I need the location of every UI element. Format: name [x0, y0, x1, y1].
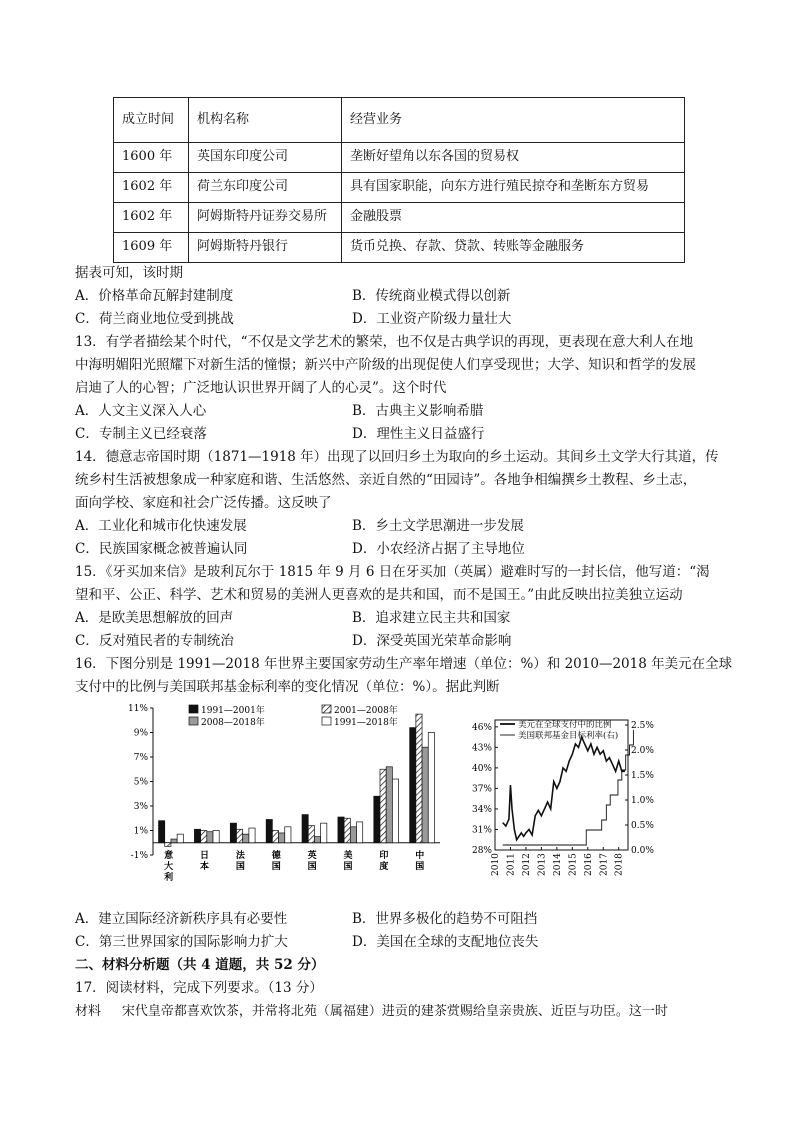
bar-category-label: 意大利	[164, 850, 174, 883]
q13-option-d[interactable]: D．理性主义日益盛行	[352, 426, 485, 442]
bar-y-tick-label: 1%	[133, 826, 148, 837]
q14-line-3: 面向学校、家庭和社会广泛传播。这反映了	[75, 495, 332, 511]
bar-mark	[243, 834, 249, 843]
q14-option-c[interactable]: C．民族国家概念被普遍认同	[75, 541, 248, 557]
bar-mark	[422, 747, 428, 843]
fed-rate-line	[503, 730, 634, 845]
legend-swatch	[322, 717, 331, 725]
table-cell: 1602 年	[114, 173, 189, 203]
table-cell: 荷兰东印度公司	[189, 173, 342, 203]
q16-option-c[interactable]: C．第三世界国家的国际影响力扩大	[75, 934, 288, 950]
bar-category-label: 德国	[271, 850, 281, 872]
q16-option-a[interactable]: A．建立国际经济新秩序具有必要性	[75, 911, 288, 927]
table-cell: 货币兑换、存款、贷款、转账等金融服务	[342, 233, 685, 263]
bar-mark	[236, 829, 242, 842]
table-cell: 英国东印度公司	[189, 143, 342, 173]
table-row	[114, 203, 685, 233]
bar-mark	[386, 767, 392, 843]
bar-mark	[201, 831, 207, 843]
legend-label: 2001—2008年	[334, 706, 398, 716]
q15-line-1: 15．《牙买加来信》是玻利瓦尔于 1815 年 9 月 6 日在牙买加（英属）避难时写的一封长信，他写道：“渴	[75, 564, 710, 580]
bar-mark	[321, 823, 327, 843]
bar-mark	[314, 837, 320, 843]
line-chart-legend	[500, 719, 618, 741]
line-legend-label: 美元在全球支付中的比例	[518, 720, 612, 730]
bar-mark	[357, 822, 363, 843]
q12-option-b[interactable]: B．传统商业模式得以创新	[352, 288, 511, 304]
line-left-tick-label: 28%	[471, 846, 492, 856]
bar-y-tick-label: 7%	[133, 753, 148, 763]
q13-line-2: 中海明媚阳光照耀下对新生活的憧憬；新兴中产阶级的出现促使人们享受现世；大学、知识和哲学的发展	[75, 357, 696, 373]
q15-line-2: 望和平、公正、科学、艺术和贸易的美洲人更喜欢的是共和国，而不是国王。”由此反映出拉美独立运动	[75, 587, 683, 603]
bar-mark	[302, 815, 308, 843]
q15-option-c[interactable]: C．反对殖民者的专制统治	[75, 633, 234, 649]
q12-stem: 据表可知，该时期	[75, 265, 183, 281]
legend-label: 2008—2018年	[201, 718, 265, 728]
line-right-tick-label: 0.0%	[631, 846, 654, 856]
table-row	[114, 143, 685, 173]
table-header-cell: 机构名称	[189, 98, 342, 143]
table-header-cell: 成立时间	[114, 98, 189, 143]
line-right-tick-label: 1.0%	[631, 796, 654, 806]
bar-y-tick-label: 3%	[133, 802, 148, 812]
bar-y-tick-label: 11%	[127, 704, 148, 714]
dollar-share-line	[503, 737, 625, 840]
table-row	[114, 233, 685, 263]
q17-line-1: 17．阅读材料，完成下列要求。（13 分）	[75, 980, 323, 996]
legend-swatch	[322, 705, 331, 713]
bar-mark	[285, 827, 291, 843]
line-x-tick-label: 2016	[583, 853, 594, 876]
line-left-tick-label: 34%	[471, 804, 492, 815]
table-cell: 金融股票	[342, 203, 685, 233]
line-x-tick-label: 2017	[599, 853, 610, 876]
q15-option-d[interactable]: D．深受英国光荣革命影响	[352, 633, 512, 649]
bar-y-tick-label: 5%	[133, 777, 148, 788]
q13-line-1: 13．有学者描绘某个时代，“不仅是文学艺术的繁荣，也不仅是古典学识的再现，更表现在意大利人在地	[75, 334, 694, 350]
line-right-tick-label: 2.5%	[631, 721, 654, 731]
bar-mark	[207, 832, 213, 843]
q13-option-b[interactable]: B．古典主义影响希腊	[352, 403, 484, 419]
bar-mark	[308, 826, 314, 843]
line-x-tick-label: 2010	[491, 853, 501, 876]
bar-mark	[380, 769, 386, 843]
bar-mark	[249, 828, 255, 843]
table-row	[114, 173, 685, 203]
q16-option-b[interactable]: B．世界多极化的趋势不可阻挡	[352, 911, 538, 927]
q14-line-2: 统乡村生活被想象成一种家庭和谐、生活悠然、亲近自然的“田园诗”。各地争相编撰乡土教程、乡土志，	[75, 472, 697, 488]
bar-chart-legend	[189, 704, 398, 728]
line-x-tick-label: 2012	[521, 853, 532, 876]
bar-mark	[165, 843, 171, 847]
line-x-tick-label: 2014	[552, 853, 563, 876]
bar-category-label: 法国	[235, 850, 245, 872]
line-legend-label: 美国联邦基金目标利率(右)	[518, 731, 619, 741]
line-left-tick-label: 31%	[471, 825, 492, 836]
table-cell: 1600 年	[114, 143, 189, 173]
bar-mark	[279, 833, 285, 843]
line-right-tick-label: 1.5%	[631, 771, 654, 781]
table-cell: 阿姆斯特丹银行	[189, 233, 342, 263]
table-cell: 阿姆斯特丹证券交易所	[189, 203, 342, 233]
bar-mark	[338, 817, 344, 843]
q14-option-d[interactable]: D．小农经济占据了主导地位	[352, 541, 525, 557]
q16-line-1: 16．下图分别是 1991—2018 年世界主要国家劳动生产率年增速（单位：%）和 2010—2018 年美元在全球	[75, 656, 733, 672]
bar-mark	[213, 831, 219, 843]
table-cell: 具有国家职能，向东方进行殖民掠夺和垄断东方贸易	[342, 173, 685, 203]
line-left-tick-label: 40%	[471, 763, 492, 774]
q13-option-c[interactable]: C．专制主义已经衰落	[75, 426, 207, 442]
bar-mark	[272, 831, 278, 843]
table-cell: 垄断好望角以东各国的贸易权	[342, 143, 685, 173]
line-right-tick-label: 0.5%	[631, 821, 654, 831]
bar-mark	[392, 779, 398, 843]
q15-option-b[interactable]: B．追求建立民主共和国家	[352, 610, 511, 626]
bar-category-label: 中国	[415, 850, 425, 872]
table-cell: 1609 年	[114, 233, 189, 263]
bar-mark	[171, 839, 177, 843]
bar-category-label: 印度	[379, 850, 389, 872]
legend-swatch	[189, 705, 198, 713]
line-x-tick-label: 2011	[506, 853, 517, 876]
q16-line-2: 支付中的比例与美国联邦基金标利率的变化情况（单位：%）。据此判断	[75, 679, 500, 695]
q12-option-a[interactable]: A．价格革命瓦解封建制度	[75, 288, 234, 304]
line-x-tick-label: 2015	[568, 853, 579, 876]
legend-label: 1991—2018年	[334, 718, 398, 728]
table-cell: 1602 年	[114, 203, 189, 233]
q12-option-d[interactable]: D．工业资产阶级力量壮大	[352, 311, 512, 327]
line-left-tick-label: 46%	[471, 722, 492, 733]
bar-mark	[374, 796, 380, 843]
productivity-bar-chart	[115, 700, 445, 895]
bar-mark	[194, 829, 200, 842]
bar-mark	[266, 819, 272, 842]
line-left-tick-label: 43%	[471, 743, 492, 754]
q14-option-a[interactable]: A．工业化和城市化快速发展	[75, 518, 247, 534]
dollar-share-rate-line-chart	[460, 712, 685, 890]
bar-category-label: 英国	[307, 850, 317, 872]
q13-option-a[interactable]: A．人文主义深入人心	[75, 403, 207, 419]
bar-category-label: 日本	[199, 850, 210, 872]
institution-table	[113, 97, 685, 263]
table-header-cell: 经营业务	[342, 98, 685, 143]
bar-y-tick-label: -1%	[130, 851, 148, 861]
table-header-row	[114, 98, 685, 143]
bar-mark	[230, 823, 236, 843]
q14-option-b[interactable]: B．乡土文学思潮进一步发展	[352, 518, 524, 534]
bar-mark	[159, 821, 165, 843]
line-left-tick-label: 37%	[471, 784, 492, 795]
line-x-tick-label: 2018	[614, 853, 625, 876]
bar-category-label: 美国	[343, 850, 353, 872]
line-x-tick-label: 2013	[537, 853, 548, 876]
line-right-tick-label: 2.0%	[631, 746, 654, 756]
q15-option-a[interactable]: A．是欧美思想解放的回声	[75, 610, 234, 626]
bar-mark	[416, 714, 422, 843]
q14-line-1: 14．德意志帝国时期（1871—1918 年）出现了以回归乡土为取向的乡土运动。其间乡土文学大行其道，传	[75, 449, 719, 465]
bar-mark	[344, 818, 350, 843]
legend-label: 1991—2001年	[201, 706, 265, 716]
legend-swatch	[189, 717, 198, 725]
bar-mark	[177, 834, 183, 843]
q12-option-c[interactable]: C．荷兰商业地位受到挑战	[75, 311, 234, 327]
q16-option-d[interactable]: D．美国在全球的支配地位丧失	[352, 934, 539, 950]
q13-line-3: 启迪了人的心智；广泛地认识世界开阔了人的心灵”。这个时代	[75, 380, 447, 396]
bar-mark	[350, 827, 356, 843]
bar-mark	[410, 728, 416, 843]
q17-line-2: 材料 宋代皇帝都喜欢饮茶，并常将北苑（属福建）进贡的建茶赏赐给皇亲贵族、近臣与功臣。这一时	[75, 1004, 668, 1019]
section-heading: 二、材料分析题（共 4 道题，共 52 分）	[75, 957, 325, 973]
bar-y-tick-label: 9%	[133, 728, 148, 739]
bar-mark	[428, 733, 434, 843]
